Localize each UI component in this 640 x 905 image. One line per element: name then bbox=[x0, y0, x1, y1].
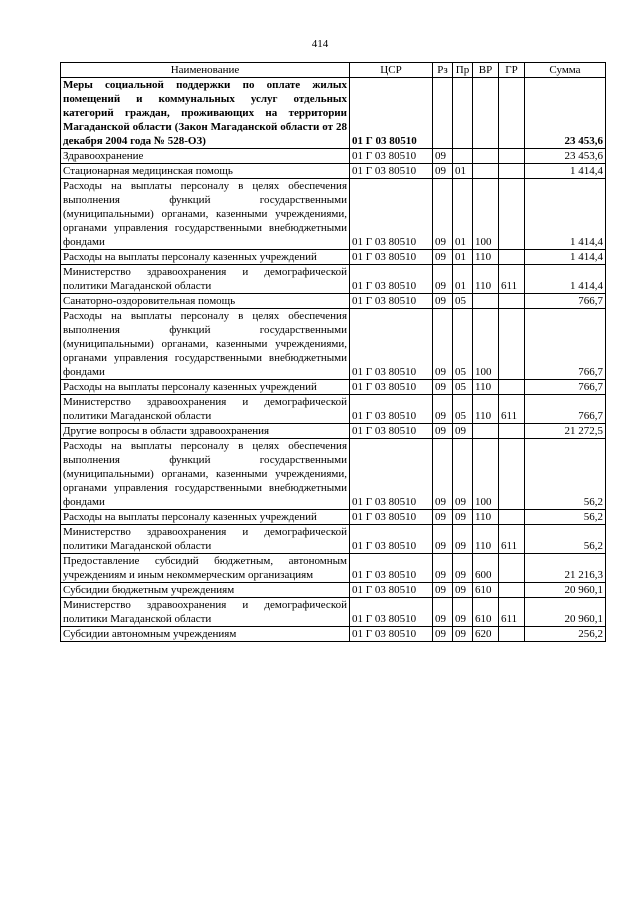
budget-table bbox=[60, 62, 606, 642]
csr-cell: 01 Г 03 80510 bbox=[350, 164, 433, 179]
name-cell: Министерство здравоохранения и демографической политики Магаданской области bbox=[61, 525, 350, 554]
gr-cell bbox=[499, 164, 525, 179]
table-row bbox=[61, 309, 606, 380]
csr-cell: 01 Г 03 80510 bbox=[350, 525, 433, 554]
rz-cell: 09 bbox=[433, 309, 453, 380]
vr-cell bbox=[473, 149, 499, 164]
table-row bbox=[61, 250, 606, 265]
pr-cell: 01 bbox=[453, 179, 473, 250]
rz-cell: 09 bbox=[433, 149, 453, 164]
table-row bbox=[61, 525, 606, 554]
name-cell: Расходы на выплаты персоналу в целях обеспечения выполнения функций государственными (муниципальными) органами, казенными учреждениями, органами управления государственными внебюджетными фондами bbox=[61, 179, 350, 250]
rz-cell bbox=[433, 78, 453, 149]
rz-cell: 09 bbox=[433, 554, 453, 583]
pr-cell: 01 bbox=[453, 265, 473, 294]
sum-cell: 56,2 bbox=[525, 525, 606, 554]
csr-cell: 01 Г 03 80510 bbox=[350, 424, 433, 439]
rz-cell: 09 bbox=[433, 439, 453, 510]
csr-cell: 01 Г 03 80510 bbox=[350, 439, 433, 510]
gr-cell: 611 bbox=[499, 265, 525, 294]
table-row bbox=[61, 78, 606, 149]
rz-cell: 09 bbox=[433, 179, 453, 250]
csr-cell: 01 Г 03 80510 bbox=[350, 149, 433, 164]
gr-cell bbox=[499, 439, 525, 510]
vr-cell: 610 bbox=[473, 583, 499, 598]
sum-cell: 766,7 bbox=[525, 395, 606, 424]
header-gr: ГР bbox=[499, 63, 525, 78]
sum-cell: 1 414,4 bbox=[525, 179, 606, 250]
gr-cell bbox=[499, 554, 525, 583]
vr-cell: 110 bbox=[473, 250, 499, 265]
table-row bbox=[61, 380, 606, 395]
csr-cell: 01 Г 03 80510 bbox=[350, 627, 433, 642]
header-sum: Сумма bbox=[525, 63, 606, 78]
pr-cell: 09 bbox=[453, 439, 473, 510]
csr-cell: 01 Г 03 80510 bbox=[350, 250, 433, 265]
table-row bbox=[61, 424, 606, 439]
table-row bbox=[61, 583, 606, 598]
csr-cell: 01 Г 03 80510 bbox=[350, 179, 433, 250]
rz-cell: 09 bbox=[433, 265, 453, 294]
table-row bbox=[61, 510, 606, 525]
gr-cell bbox=[499, 294, 525, 309]
gr-cell: 611 bbox=[499, 525, 525, 554]
pr-cell bbox=[453, 78, 473, 149]
table-row bbox=[61, 554, 606, 583]
gr-cell: 611 bbox=[499, 598, 525, 627]
table-row bbox=[61, 627, 606, 642]
csr-cell: 01 Г 03 80510 bbox=[350, 598, 433, 627]
name-cell: Субсидии автономным учреждениям bbox=[61, 627, 350, 642]
sum-cell: 20 960,1 bbox=[525, 598, 606, 627]
rz-cell: 09 bbox=[433, 250, 453, 265]
gr-cell bbox=[499, 78, 525, 149]
name-cell: Расходы на выплаты персоналу казенных учреждений bbox=[61, 510, 350, 525]
name-cell: Расходы на выплаты персоналу казенных учреждений bbox=[61, 250, 350, 265]
name-cell: Расходы на выплаты персоналу в целях обеспечения выполнения функций государственными (муниципальными) органами, казенными учреждениями, органами управления государственными внебюджетными фондами bbox=[61, 309, 350, 380]
vr-cell: 610 bbox=[473, 598, 499, 627]
header-row bbox=[61, 63, 606, 78]
rz-cell: 09 bbox=[433, 380, 453, 395]
table-row bbox=[61, 164, 606, 179]
gr-cell bbox=[499, 583, 525, 598]
header-rz: Рз bbox=[433, 63, 453, 78]
sum-cell: 1 414,4 bbox=[525, 265, 606, 294]
table-row bbox=[61, 439, 606, 510]
rz-cell: 09 bbox=[433, 424, 453, 439]
name-cell: Другие вопросы в области здравоохранения bbox=[61, 424, 350, 439]
header-vr: ВР bbox=[473, 63, 499, 78]
sum-cell: 256,2 bbox=[525, 627, 606, 642]
csr-cell: 01 Г 03 80510 bbox=[350, 265, 433, 294]
pr-cell: 01 bbox=[453, 164, 473, 179]
name-cell: Субсидии бюджетным учреждениям bbox=[61, 583, 350, 598]
table-row bbox=[61, 395, 606, 424]
sum-cell: 56,2 bbox=[525, 510, 606, 525]
rz-cell: 09 bbox=[433, 294, 453, 309]
csr-cell: 01 Г 03 80510 bbox=[350, 309, 433, 380]
gr-cell bbox=[499, 510, 525, 525]
sum-cell: 20 960,1 bbox=[525, 583, 606, 598]
name-cell: Министерство здравоохранения и демографической политики Магаданской области bbox=[61, 395, 350, 424]
vr-cell: 100 bbox=[473, 179, 499, 250]
pr-cell: 05 bbox=[453, 309, 473, 380]
pr-cell: 05 bbox=[453, 395, 473, 424]
pr-cell: 09 bbox=[453, 554, 473, 583]
vr-cell: 110 bbox=[473, 380, 499, 395]
name-cell: Санаторно-оздоровительная помощь bbox=[61, 294, 350, 309]
csr-cell: 01 Г 03 80510 bbox=[350, 380, 433, 395]
name-cell: Расходы на выплаты персоналу в целях обеспечения выполнения функций государственными (муниципальными) органами, казенными учреждениями, органами управления государственными внебюджетными фондами bbox=[61, 439, 350, 510]
gr-cell bbox=[499, 424, 525, 439]
vr-cell: 600 bbox=[473, 554, 499, 583]
pr-cell: 05 bbox=[453, 294, 473, 309]
name-cell: Министерство здравоохранения и демографической политики Магаданской области bbox=[61, 598, 350, 627]
pr-cell: 09 bbox=[453, 598, 473, 627]
header-name: Наименование bbox=[61, 63, 350, 78]
name-cell: Здравоохранение bbox=[61, 149, 350, 164]
page-number: 414 bbox=[311, 38, 329, 50]
csr-cell: 01 Г 03 80510 bbox=[350, 510, 433, 525]
rz-cell: 09 bbox=[433, 598, 453, 627]
sum-cell: 23 453,6 bbox=[525, 149, 606, 164]
gr-cell bbox=[499, 309, 525, 380]
rz-cell: 09 bbox=[433, 525, 453, 554]
table-row bbox=[61, 265, 606, 294]
name-cell: Расходы на выплаты персоналу казенных учреждений bbox=[61, 380, 350, 395]
pr-cell: 09 bbox=[453, 627, 473, 642]
csr-cell: 01 Г 03 80510 bbox=[350, 78, 433, 149]
vr-cell bbox=[473, 164, 499, 179]
rz-cell: 09 bbox=[433, 395, 453, 424]
pr-cell: 09 bbox=[453, 583, 473, 598]
rz-cell: 09 bbox=[433, 583, 453, 598]
sum-cell: 766,7 bbox=[525, 294, 606, 309]
rz-cell: 09 bbox=[433, 510, 453, 525]
vr-cell: 620 bbox=[473, 627, 499, 642]
pr-cell: 09 bbox=[453, 525, 473, 554]
rz-cell: 09 bbox=[433, 164, 453, 179]
name-cell: Меры социальной поддержки по оплате жилых помещений и коммунальных услуг отдельных категорий граждан, проживающих на территории Магаданской области (Закон Магаданской области от 28 декабря 2004 года № 528-ОЗ) bbox=[61, 78, 350, 149]
sum-cell: 1 414,4 bbox=[525, 250, 606, 265]
gr-cell bbox=[499, 179, 525, 250]
pr-cell: 05 bbox=[453, 380, 473, 395]
sum-cell: 766,7 bbox=[525, 309, 606, 380]
sum-cell: 23 453,6 bbox=[525, 78, 606, 149]
vr-cell: 100 bbox=[473, 439, 499, 510]
vr-cell: 110 bbox=[473, 510, 499, 525]
csr-cell: 01 Г 03 80510 bbox=[350, 395, 433, 424]
pr-cell bbox=[453, 149, 473, 164]
header-pr: Пр bbox=[453, 63, 473, 78]
name-cell: Предоставление субсидий бюджетным, автономным учреждениям и иным некоммерческим организациям bbox=[61, 554, 350, 583]
vr-cell bbox=[473, 424, 499, 439]
name-cell: Министерство здравоохранения и демографической политики Магаданской области bbox=[61, 265, 350, 294]
table-row bbox=[61, 598, 606, 627]
name-cell: Стационарная медицинская помощь bbox=[61, 164, 350, 179]
sum-cell: 766,7 bbox=[525, 380, 606, 395]
vr-cell: 100 bbox=[473, 309, 499, 380]
sum-cell: 21 216,3 bbox=[525, 554, 606, 583]
pr-cell: 09 bbox=[453, 424, 473, 439]
vr-cell: 110 bbox=[473, 265, 499, 294]
sum-cell: 21 272,5 bbox=[525, 424, 606, 439]
sum-cell: 1 414,4 bbox=[525, 164, 606, 179]
gr-cell bbox=[499, 380, 525, 395]
table-row bbox=[61, 149, 606, 164]
vr-cell bbox=[473, 78, 499, 149]
sum-cell: 56,2 bbox=[525, 439, 606, 510]
table-row bbox=[61, 179, 606, 250]
rz-cell: 09 bbox=[433, 627, 453, 642]
vr-cell bbox=[473, 294, 499, 309]
pr-cell: 01 bbox=[453, 250, 473, 265]
csr-cell: 01 Г 03 80510 bbox=[350, 554, 433, 583]
vr-cell: 110 bbox=[473, 395, 499, 424]
gr-cell bbox=[499, 627, 525, 642]
csr-cell: 01 Г 03 80510 bbox=[350, 583, 433, 598]
csr-cell: 01 Г 03 80510 bbox=[350, 294, 433, 309]
pr-cell: 09 bbox=[453, 510, 473, 525]
table-row bbox=[61, 294, 606, 309]
gr-cell bbox=[499, 250, 525, 265]
header-csr: ЦСР bbox=[350, 63, 433, 78]
vr-cell: 110 bbox=[473, 525, 499, 554]
gr-cell bbox=[499, 149, 525, 164]
gr-cell: 611 bbox=[499, 395, 525, 424]
